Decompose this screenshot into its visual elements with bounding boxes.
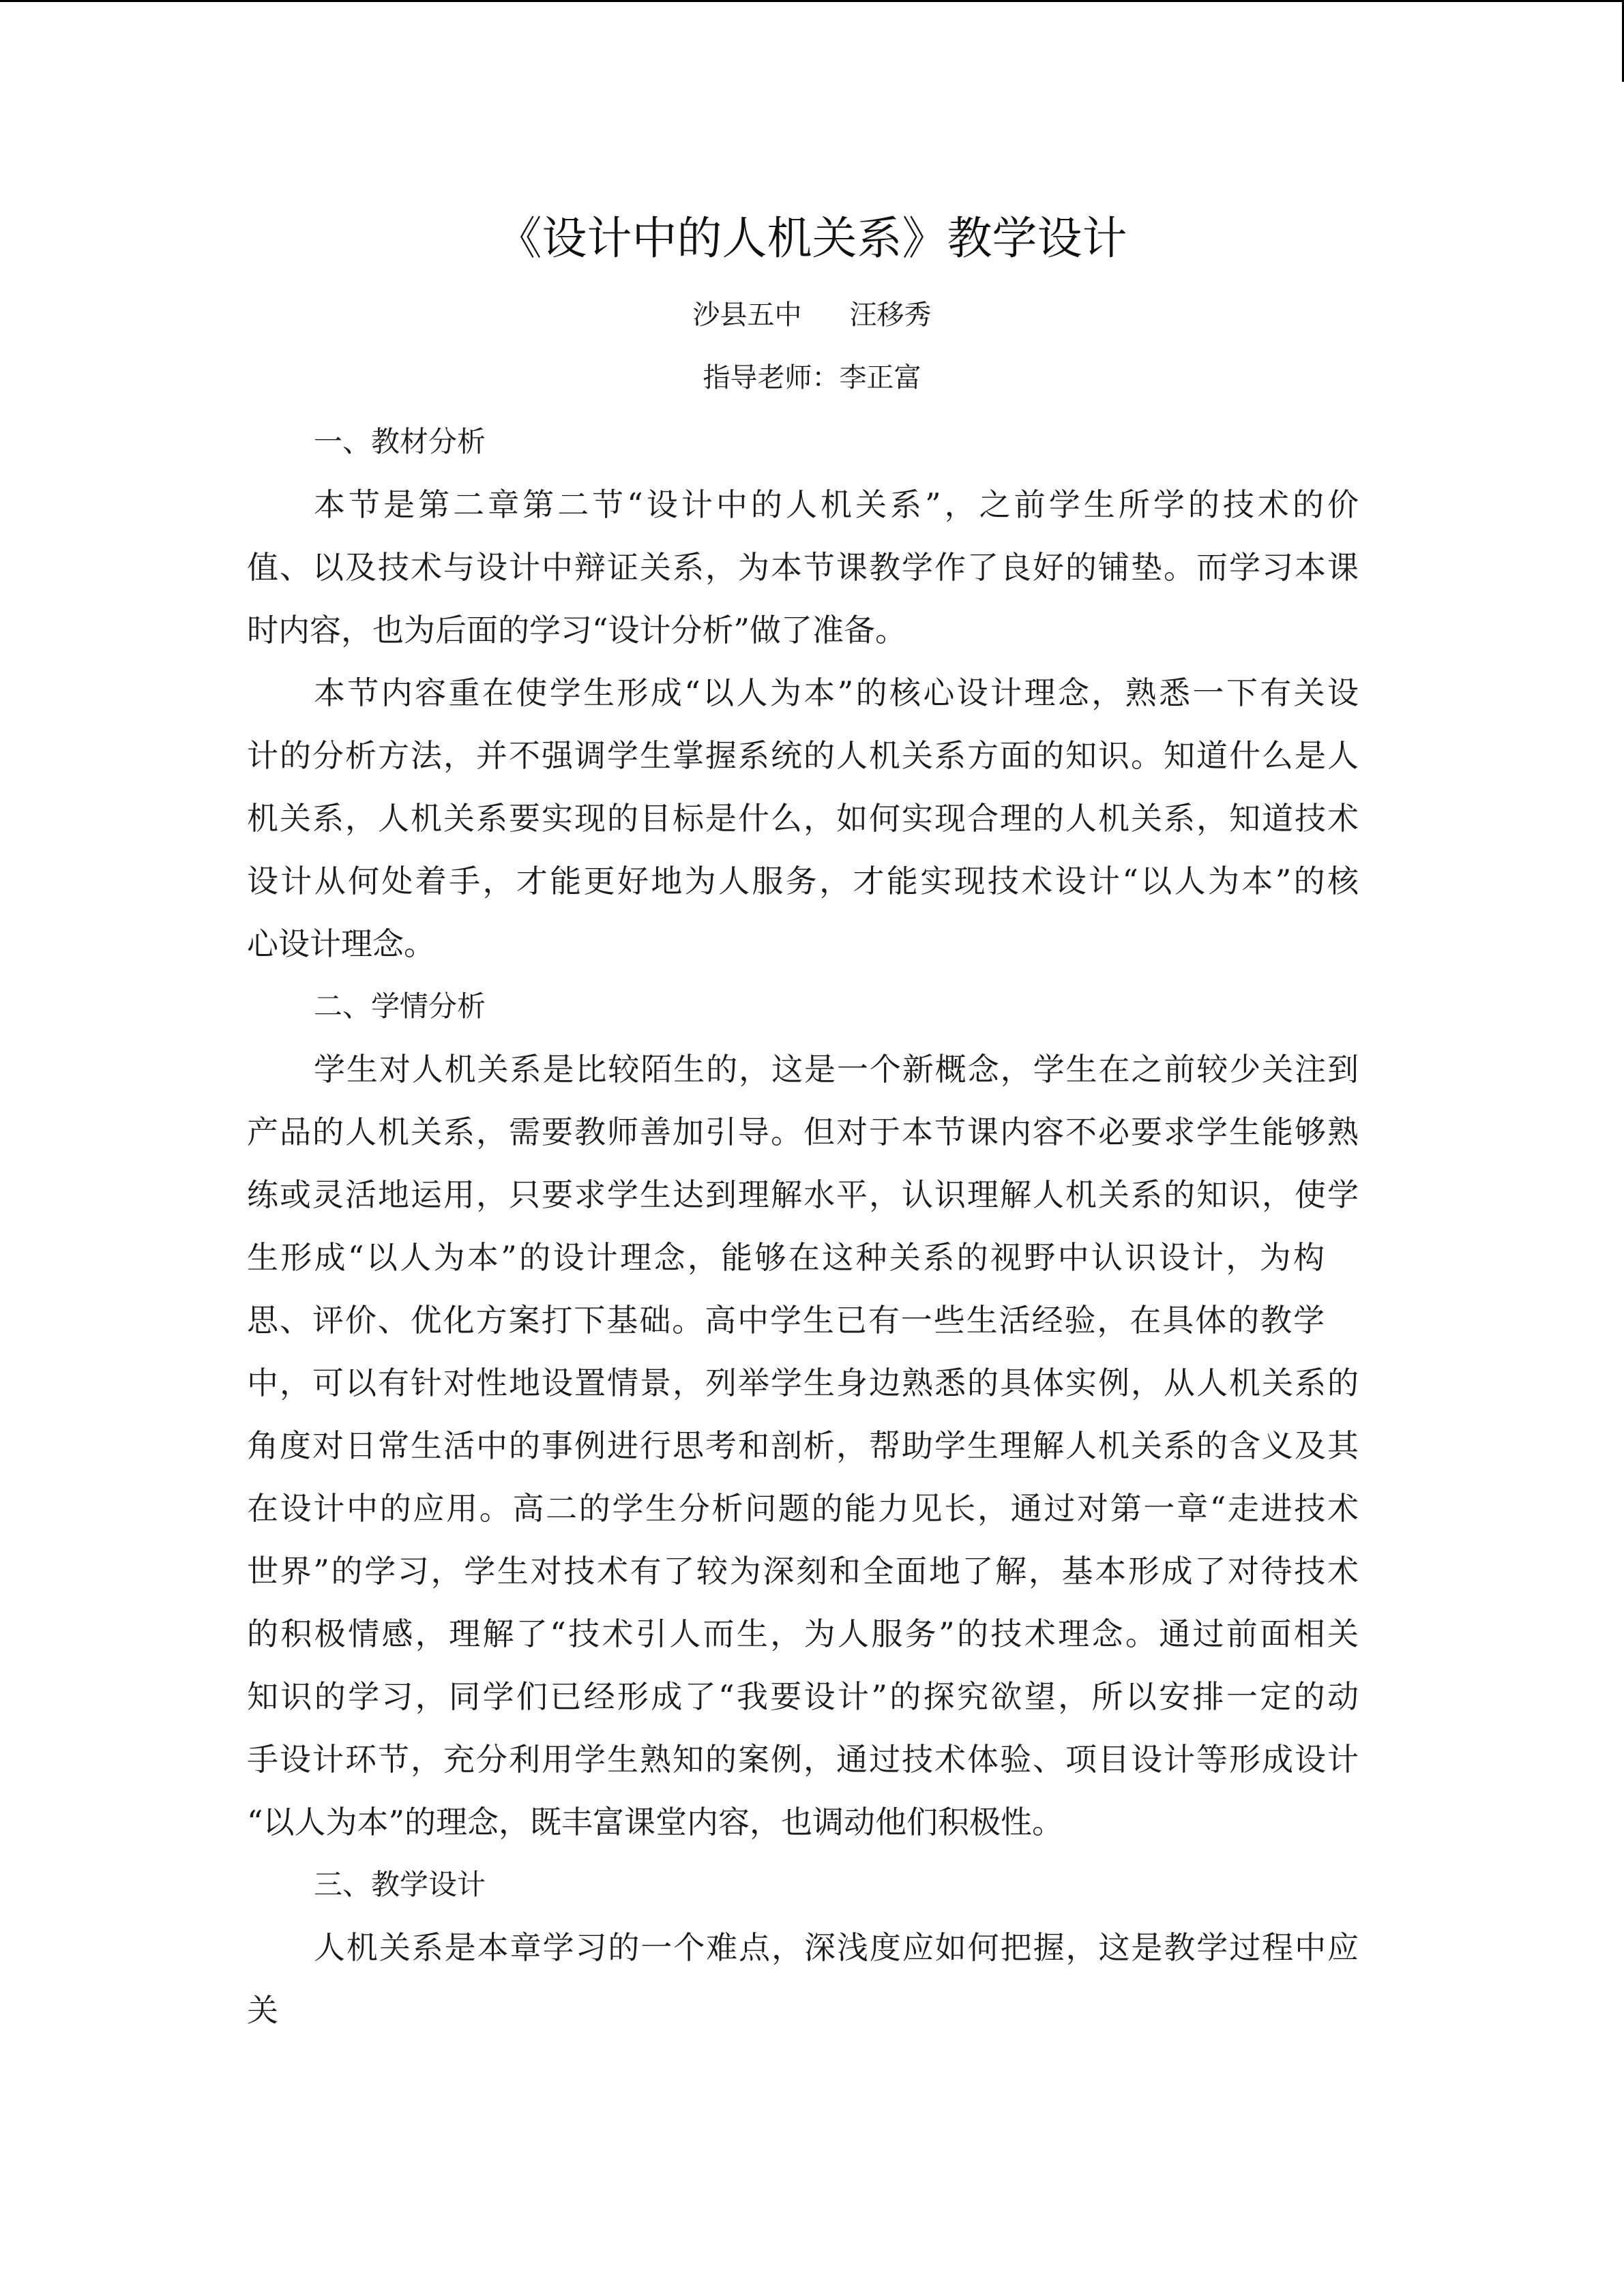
paragraph-line: 生形成“以人为本”的设计理念，能够在这种关系的视野中认识设计，为构 (247, 1239, 1325, 1276)
author-name: 汪移秀 (849, 299, 932, 331)
section-heading: 一、教材分析 (314, 425, 486, 458)
author-school: 沙县五中 (692, 299, 802, 331)
paragraph-line: 计的分析方法，并不强调学生掌握系统的人机关系方面的知识。知道什么是人 (247, 737, 1359, 774)
paragraph-line: “以人为本”的理念，既丰富课堂内容，也调动他们积极性。 (247, 1804, 1064, 1840)
paragraph-line: 手设计环节，充分利用学生熟知的案例，通过技术体验、项目设计等形成设计 (247, 1741, 1359, 1778)
paragraph-line: 练或灵活地运用，只要求学生达到理解水平，认识理解人机关系的知识，使学 (247, 1176, 1359, 1213)
paragraph-line: 关 (247, 1992, 278, 2029)
paragraph-line: 中，可以有针对性地设置情景，列举学生身边熟悉的具体实例，从人机关系的 (247, 1365, 1359, 1401)
paragraph-line: 知识的学习，同学们已经形成了“我要设计”的探究欲望，所以安排一定的动 (247, 1678, 1359, 1715)
paragraph-line: 心设计理念。 (247, 925, 435, 962)
paragraph-line: 人机关系是本章学习的一个难点，深浅度应如何把握，这是教学过程中应 (314, 1929, 1359, 1966)
paragraph-line: 学生对人机关系是比较陌生的，这是一个新概念，学生在之前较少关注到 (314, 1051, 1359, 1088)
document-title: 《设计中的人机关系》教学设计 (497, 212, 1127, 265)
paragraph-line: 时内容，也为后面的学习“设计分析”做了准备。 (247, 612, 907, 648)
author-line (0, 295, 1624, 336)
paragraph-line: 产品的人机关系，需要教师善加引导。但对于本节课内容不必要求学生能够熟 (247, 1114, 1359, 1150)
paragraph-line: 角度对日常生活中的事例进行思考和剖析，帮助学生理解人机关系的含义及其 (247, 1427, 1359, 1464)
advisor-line: 指导老师：李正富 (703, 362, 921, 393)
paragraph-line: 设计从何处着手，才能更好地为人服务，才能实现技术设计“以人为本”的核 (247, 863, 1359, 899)
top-border (0, 0, 1624, 2)
paragraph-line: 机关系，人机关系要实现的目标是什么，如何实现合理的人机关系，知道技术 (247, 800, 1359, 837)
paragraph-line: 思、评价、优化方案打下基础。高中学生已有一些生活经验，在具体的教学 (247, 1302, 1325, 1339)
section-heading: 三、教学设计 (314, 1868, 486, 1901)
paragraph-line: 世界”的学习，学生对技术有了较为深刻和全面地了解，基本形成了对待技术 (247, 1553, 1359, 1590)
paragraph-line: 本节是第二章第二节“设计中的人机关系”，之前学生所学的技术的价 (314, 486, 1359, 523)
paragraph-line: 的积极情感，理解了“技术引人而生，为人服务”的技术理念。通过前面相关 (247, 1615, 1359, 1652)
paragraph-line: 在设计中的应用。高二的学生分析问题的能力见长，通过对第一章“走进技术 (247, 1490, 1359, 1527)
paragraph-line: 值、以及技术与设计中辩证关系，为本节课教学作了良好的铺垫。而学习本课 (247, 549, 1359, 586)
section-heading: 二、学情分析 (314, 989, 486, 1023)
paragraph-line: 本节内容重在使学生形成“以人为本”的核心设计理念，熟悉一下有关设 (314, 674, 1359, 711)
